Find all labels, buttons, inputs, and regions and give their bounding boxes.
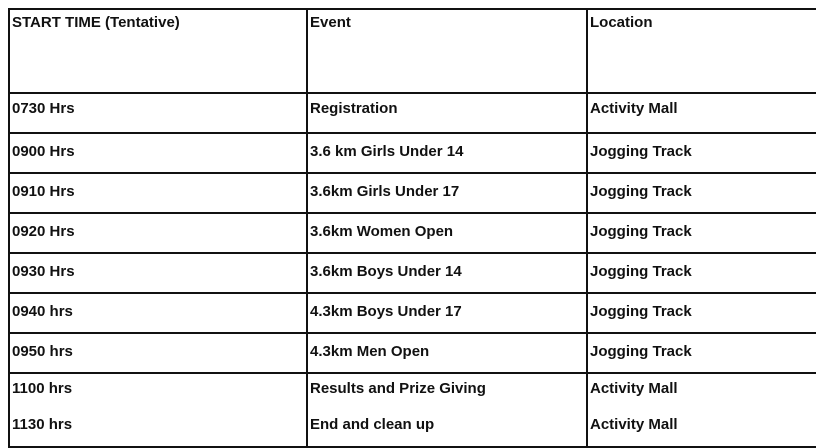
- event-cell: [308, 374, 588, 446]
- location-cell: Jogging Track: [590, 263, 692, 280]
- header-start-time: START TIME (Tentative): [10, 10, 308, 92]
- location-cell: [588, 374, 816, 446]
- location-cell: Activity Mall: [590, 100, 678, 117]
- table-row: [10, 94, 816, 134]
- event-cell: 3.6km Girls Under 17: [308, 174, 588, 212]
- start-time-cell: 0920 Hrs: [10, 214, 308, 252]
- event-cell: 3.6km Boys Under 14: [308, 254, 588, 292]
- start-time-cell: 0950 hrs: [10, 334, 308, 372]
- table-row: [10, 334, 816, 374]
- start-time-line: 1100 hrs: [12, 380, 73, 397]
- event-cell: 4.3km Boys Under 17: [308, 294, 588, 332]
- location-line: Activity Mall: [590, 380, 678, 397]
- header-event: Event: [308, 10, 588, 92]
- location-line: Activity Mall: [590, 416, 678, 433]
- event-cell: Registration: [308, 94, 588, 132]
- start-time-cell: 0910 Hrs: [10, 174, 308, 212]
- location-cell: Jogging Track: [590, 343, 692, 360]
- header-location: Location: [590, 14, 653, 31]
- table-row: [10, 254, 816, 294]
- start-time-cell: 0940 hrs: [10, 294, 308, 332]
- event-line: Results and Prize Giving: [310, 380, 486, 397]
- event-cell: 3.6km Women Open: [308, 214, 588, 252]
- table-header-row: [10, 10, 816, 94]
- location-cell: Jogging Track: [590, 143, 692, 160]
- location-cell: Jogging Track: [590, 223, 692, 240]
- start-time-cell: 0730 Hrs: [10, 94, 308, 132]
- table-row-final: [10, 374, 816, 448]
- table-row: [10, 214, 816, 254]
- event-cell: 3.6 km Girls Under 14: [308, 134, 588, 172]
- table-row: [10, 174, 816, 214]
- table-row: [10, 134, 816, 174]
- schedule-table: [8, 8, 816, 448]
- table-row: [10, 294, 816, 334]
- start-time-cell: 0930 Hrs: [10, 254, 308, 292]
- start-time-cell: [10, 374, 308, 446]
- event-cell: 4.3km Men Open: [308, 334, 588, 372]
- location-cell: Jogging Track: [590, 183, 692, 200]
- start-time-line: 1130 hrs: [12, 416, 73, 433]
- event-line: End and clean up: [310, 416, 435, 433]
- location-cell: Jogging Track: [590, 303, 692, 320]
- start-time-cell: 0900 Hrs: [10, 134, 308, 172]
